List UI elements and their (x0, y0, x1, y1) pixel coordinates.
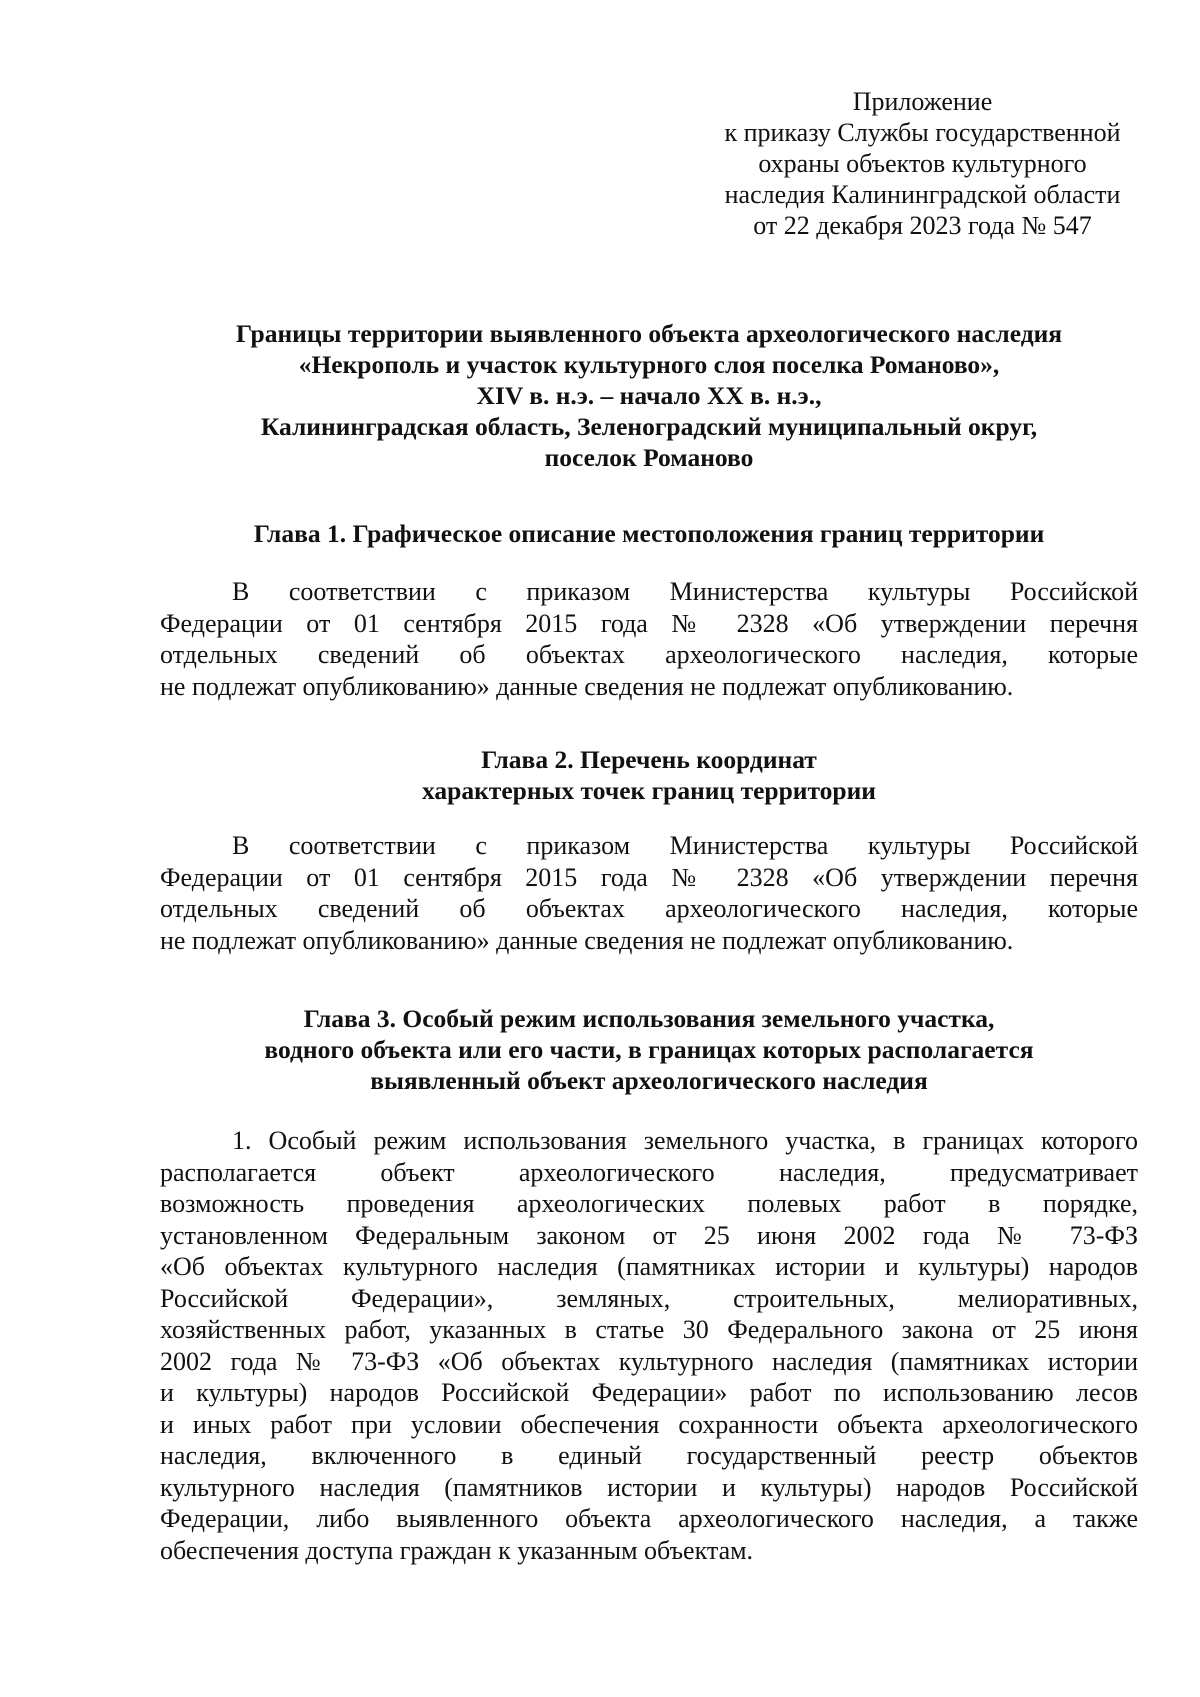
chapter-3-paragraph (160, 1125, 1138, 1566)
title-line: «Некрополь и участок культурного слоя поселка Романово», (298, 350, 1000, 379)
paragraph-line: 1. Особый режим использования земельного участка, в границах которого (232, 1126, 1138, 1155)
appendix-line: наследия Калининградской области (724, 180, 1121, 209)
chapter-2-paragraph (160, 830, 1138, 956)
paragraph-line: «Об объектах культурного наследия (памятниках истории и культуры) народов (160, 1252, 1138, 1281)
paragraph-line: Российской Федерации», земляных, строительных, мелиоративных, (160, 1283, 1138, 1313)
paragraph-line: хозяйственных работ, указанных в статье 30 Федерального закона от 25 июня (160, 1315, 1138, 1344)
paragraph-line: Федерации, либо выявленного объекта археологического наследия, а также (160, 1504, 1138, 1533)
paragraph-line: В соответствии с приказом Министерства культуры Российской (232, 577, 1138, 606)
paragraph-line: не подлежат опубликованию» данные сведения не подлежат опубликованию. (160, 925, 1014, 955)
paragraph-line: и иных работ при условии обеспечения сохранности объекта археологического (160, 1409, 1138, 1439)
document-title (160, 318, 1138, 473)
title-line: XIV в. н.э. – начало XX в. н.э., (476, 381, 822, 410)
appendix-header (700, 86, 1145, 241)
heading-line: Глава 1. Графическое описание местоположения границ территории (253, 519, 1045, 548)
heading-line: Глава 2. Перечень координат (481, 745, 817, 774)
appendix-line: к приказу Службы государственной (724, 118, 1121, 147)
paragraph-line: не подлежат опубликованию» данные сведения не подлежат опубликованию. (160, 671, 1014, 701)
paragraph-line: располагается объект археологического наследия, предусматривает (160, 1157, 1138, 1187)
paragraph-line: установленном Федеральным законом от 25 июня 2002 года № 73-ФЗ (160, 1220, 1138, 1250)
heading-line: водного объекта или его части, в границах которых располагается (264, 1035, 1034, 1064)
chapter-1-heading (160, 518, 1138, 549)
title-line: Границы территории выявленного объекта археологического наследия (235, 319, 1063, 348)
paragraph-line: Федерации от 01 сентября 2015 года № 2328 «Об утверждении перечня (160, 608, 1138, 638)
paragraph-line: и культуры) народов Российской Федерации» работ по использованию лесов (160, 1378, 1138, 1407)
paragraph-line: обеспечения доступа граждан к указанным объектам. (160, 1535, 754, 1565)
chapter-2-heading (160, 744, 1138, 806)
chapter-1-paragraph (160, 576, 1138, 702)
heading-line: выявленный объект археологического наследия (370, 1066, 928, 1095)
appendix-line: охраны объектов культурного (758, 149, 1087, 178)
paragraph-line: В соответствии с приказом Министерства культуры Российской (232, 831, 1138, 860)
title-line: Калининградская область, Зеленоградский муниципальный округ, (260, 412, 1038, 441)
paragraph-line: отдельных сведений об объектах археологического наследия, которые (160, 894, 1138, 923)
heading-line: Глава 3. Особый режим использования земельного участка, (303, 1004, 995, 1033)
chapter-3-heading (160, 1003, 1138, 1096)
paragraph-line: отдельных сведений об объектах археологического наследия, которые (160, 640, 1138, 669)
paragraph-line: возможность проведения археологических полевых работ в порядке, (160, 1189, 1138, 1218)
paragraph-line: наследия, включенного в единый государственный реестр объектов (160, 1441, 1138, 1470)
paragraph-line: Федерации от 01 сентября 2015 года № 2328 «Об утверждении перечня (160, 862, 1138, 892)
paragraph-line: 2002 года № 73-ФЗ «Об объектах культурного наследия (памятниках истории (160, 1346, 1138, 1376)
heading-line: характерных точек границ территории (422, 776, 876, 805)
appendix-line: Приложение (852, 87, 993, 116)
paragraph-line: культурного наследия (памятников истории и культуры) народов Российской (160, 1472, 1138, 1502)
appendix-line: от 22 декабря 2023 года № 547 (753, 211, 1092, 240)
title-line: поселок Романово (544, 443, 754, 472)
